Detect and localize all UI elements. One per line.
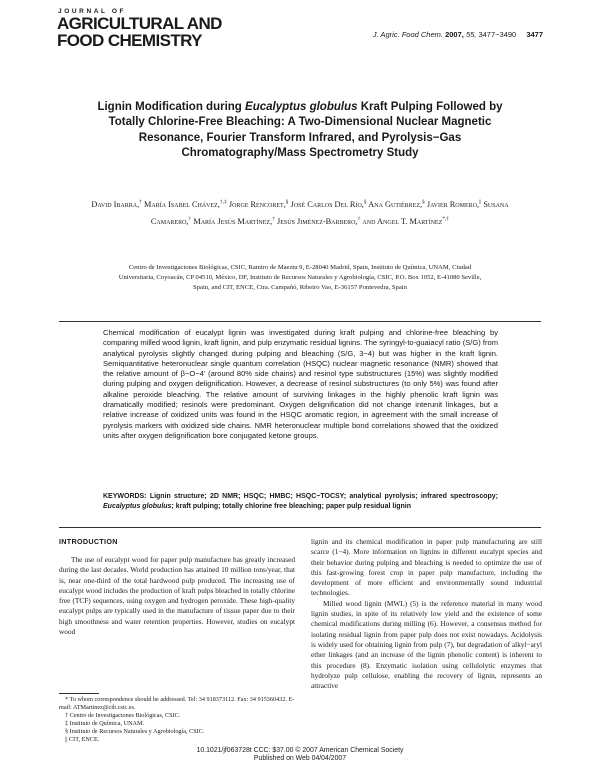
author (368, 200, 425, 209)
author-affiliation-mark: || (479, 199, 482, 205)
page-number: 3477 (526, 30, 543, 39)
author-affiliation-mark: *,† (442, 216, 450, 223)
body-column-right (311, 537, 542, 691)
footnote: § Instituto de Recursos Naturales y Agrobiología, CSIC. (65, 728, 205, 735)
citation-year: 2007, (445, 30, 464, 39)
footnote-rule (59, 693, 99, 694)
citation-journal: J. Agric. Food Chem. (372, 30, 443, 39)
author (291, 200, 367, 209)
author-affiliation-mark: † (357, 216, 361, 223)
author (427, 200, 481, 209)
author-affiliation-mark: † (188, 216, 192, 223)
author (144, 200, 227, 209)
keywords (103, 492, 498, 512)
intro-paragraph-2: lignin and its chemical modification in paper pulp manufacturing are still scarce (1−4). More information on lignins in different eucalypt species and their behavior during pulping and bleaching is needed to optimize the use of this fast-growing forest crop in paper pulp manufacture, including the development of more efficient and environmentally sound industrial technologies. (311, 537, 542, 598)
author-affiliation-mark: †,‡ (219, 199, 227, 205)
author (193, 217, 275, 226)
keywords-text-a: Lignin structure; 2D NMR; HSQC; HMBC; HSQC−TOCSY; analytical pyrolysis; infrared spectroscopy; (149, 493, 498, 500)
logo-line-1: JOURNAL OF (58, 8, 127, 15)
author-name: María Isabel Chávez, (144, 199, 220, 209)
citation-header (373, 30, 543, 39)
logo-line-3: FOOD CHEMISTRY (57, 31, 202, 50)
author-name: and Angel T. Martínez (362, 217, 443, 227)
title-species: Eucalyptus globulus (245, 101, 358, 113)
author-name: David Ibarra, (91, 199, 140, 209)
author-affiliation-mark: † (272, 216, 275, 223)
journal-logo (57, 8, 257, 49)
citation-volume: 55, (465, 30, 477, 39)
author-name: Jesús Jiménez-Barbero, (277, 217, 358, 227)
page-footer (150, 747, 450, 764)
author-name: Ana Gutiérrez, (368, 199, 423, 209)
author (229, 200, 289, 209)
affiliations: Centro de Investigaciones Biológicas, CSIC, Ramiro de Maeztu 9, E-28040 Madrid, Spain, Instituto de Química, UNAM, Ciudad Universitaria, Coyoacán, CP 04510, México, DF, Instituto de Recursos Naturales y Agrobiología, CSIC, P.O. Box 1052, E-41080 Seville, Spain, and CIT, ENCE, Ctra. Campañó, Ribeiro Vao, E-36157 Pontevedra, Spain (118, 264, 482, 292)
footnote: ‡ Instituto de Química, UNAM. (65, 720, 145, 727)
author-affiliation-mark: § (363, 199, 367, 205)
author-name: María Jesús Martínez, (193, 217, 273, 227)
author (91, 200, 142, 209)
author-name: Susana Camarero, (150, 199, 509, 227)
footnote: † Centro de Investigaciones Biológicas, CSIC. (65, 712, 181, 719)
logo-line-2: AGRICULTURAL AND (57, 14, 222, 33)
doi-line: 10.1021/jf063728t CCC: $37.00 © 2007 American Chemical Society (196, 747, 404, 754)
footnote: * To whom correspondence should be addressed. Tel: 34 918373112. Fax: 34 915360432. E-mail: ATMartinez@cib.csic.es. (59, 696, 295, 711)
author-affiliation-mark: § (285, 199, 289, 205)
title-part-2: Kraft Pulping Followed by Totally Chlorine-Free Bleaching: A Two-Dimensional Nuclear Magnetic Resonance, Fourier Transform Infrared, and Pyrolysis−Gas Chromatography/Mass Spectrometry Study (108, 101, 503, 160)
introduction-heading: INTRODUCTION (59, 537, 118, 546)
abstract: Chemical modification of eucalypt lignin was investigated during kraft pulping and chlorine-free bleaching by comparing milled wood lignin, kraft lignin, and pulp enzymatic residual lignins. The syringyl-to-guaiacyl ratio (S/G) from analytical pyrolysis slightly changed during pulping and bleaching (S/G, 3−4) but was higher in the kraft lignin. Semiquantitative heteronuclear single quantum correlation (HSQC) nuclear magnetic resonance (NMR) showed that the relative amount of β−O−4′ (around 80% side chains) and resinol type substructures (15%) was slightly modified during pulping and oxygen delignification. However, a decrease of resinol substructures (to only 5%) was found after alkaline peroxide bleaching. The relative amount of surviving linkages in the highly phenolic kraft lignin was dramatically modified; resinols were predominant. Oxygen delignification did not change interunit linkages, but a relative increase of oxidized units was found in the HSQC aromatic region, in agreement with the small increase of pyrolysis markers with oxidized side chains. NMR heteronuclear multiple bond correlations showed that the oxidized units after oxygen delignification bore conjugated ketone groups. (103, 328, 498, 440)
keywords-label: KEYWORDS: (103, 493, 147, 500)
title-part-1: Lignin Modification during (97, 101, 242, 113)
author-name: Javier Romero, (426, 199, 480, 209)
published-line: Published on Web 04/04/2007 (253, 755, 347, 763)
abstract-top-rule (59, 321, 541, 322)
author-affiliation-mark: § (422, 199, 425, 205)
footnotes (59, 696, 295, 744)
author-name: José Carlos Del Río, (290, 199, 364, 209)
citation-pages: 3477−3490 (478, 30, 517, 39)
author-affiliation-mark: † (139, 199, 142, 205)
keywords-species: Eucalyptus globulus (103, 502, 172, 510)
footnote: || CIT, ENCE. (65, 736, 100, 743)
intro-paragraph-3: Milled wood lignin (MWL) (5) is the reference material in many wood lignin studies, in spite of its relatively low yield and the existence of some chemical modifications during milling (6). However, a consensus method for isolating residual lignin from paper pulp does not exist nowadays. Acidolysis is widely used for obtaining lignin from pulp (7), but degradation of alkyl−aryl ether linkages (and an increase of the lignin phenolic content) is inherent to this procedure (8). Enzymatic isolation using cellulolytic enzymes that hydrolyze pulp cellulose, enabling the recovery of lignin, represents an attractive (311, 598, 542, 691)
author-name: Jorge Rencoret, (228, 199, 286, 209)
body-column-left (59, 555, 295, 637)
intro-paragraph-1: The use of eucalypt wood for paper pulp manufacture has greatly increased during the last decades. World production has attained 10 million tons/year, that is, near one-third of the total hardwood pulp produced. The increasing use of eucalypt wood includes the production of kraft pulps bleached in totally chlorine free (TCF) sequences, using oxygen and hydrogen peroxide. These high-quality eucalypt pulps are typically used in the manufacture of tissue paper due to their high smoothness and water retention properties. However, studies on eucalypt wood (59, 555, 295, 637)
author-list (80, 195, 520, 230)
keywords-text-b: ; kraft pulping; totally chlorine free bleaching; paper pulp residual lignin (171, 502, 412, 510)
abstract-bottom-rule (59, 527, 541, 528)
author (362, 217, 449, 226)
author (277, 217, 360, 226)
article-title (95, 100, 505, 162)
